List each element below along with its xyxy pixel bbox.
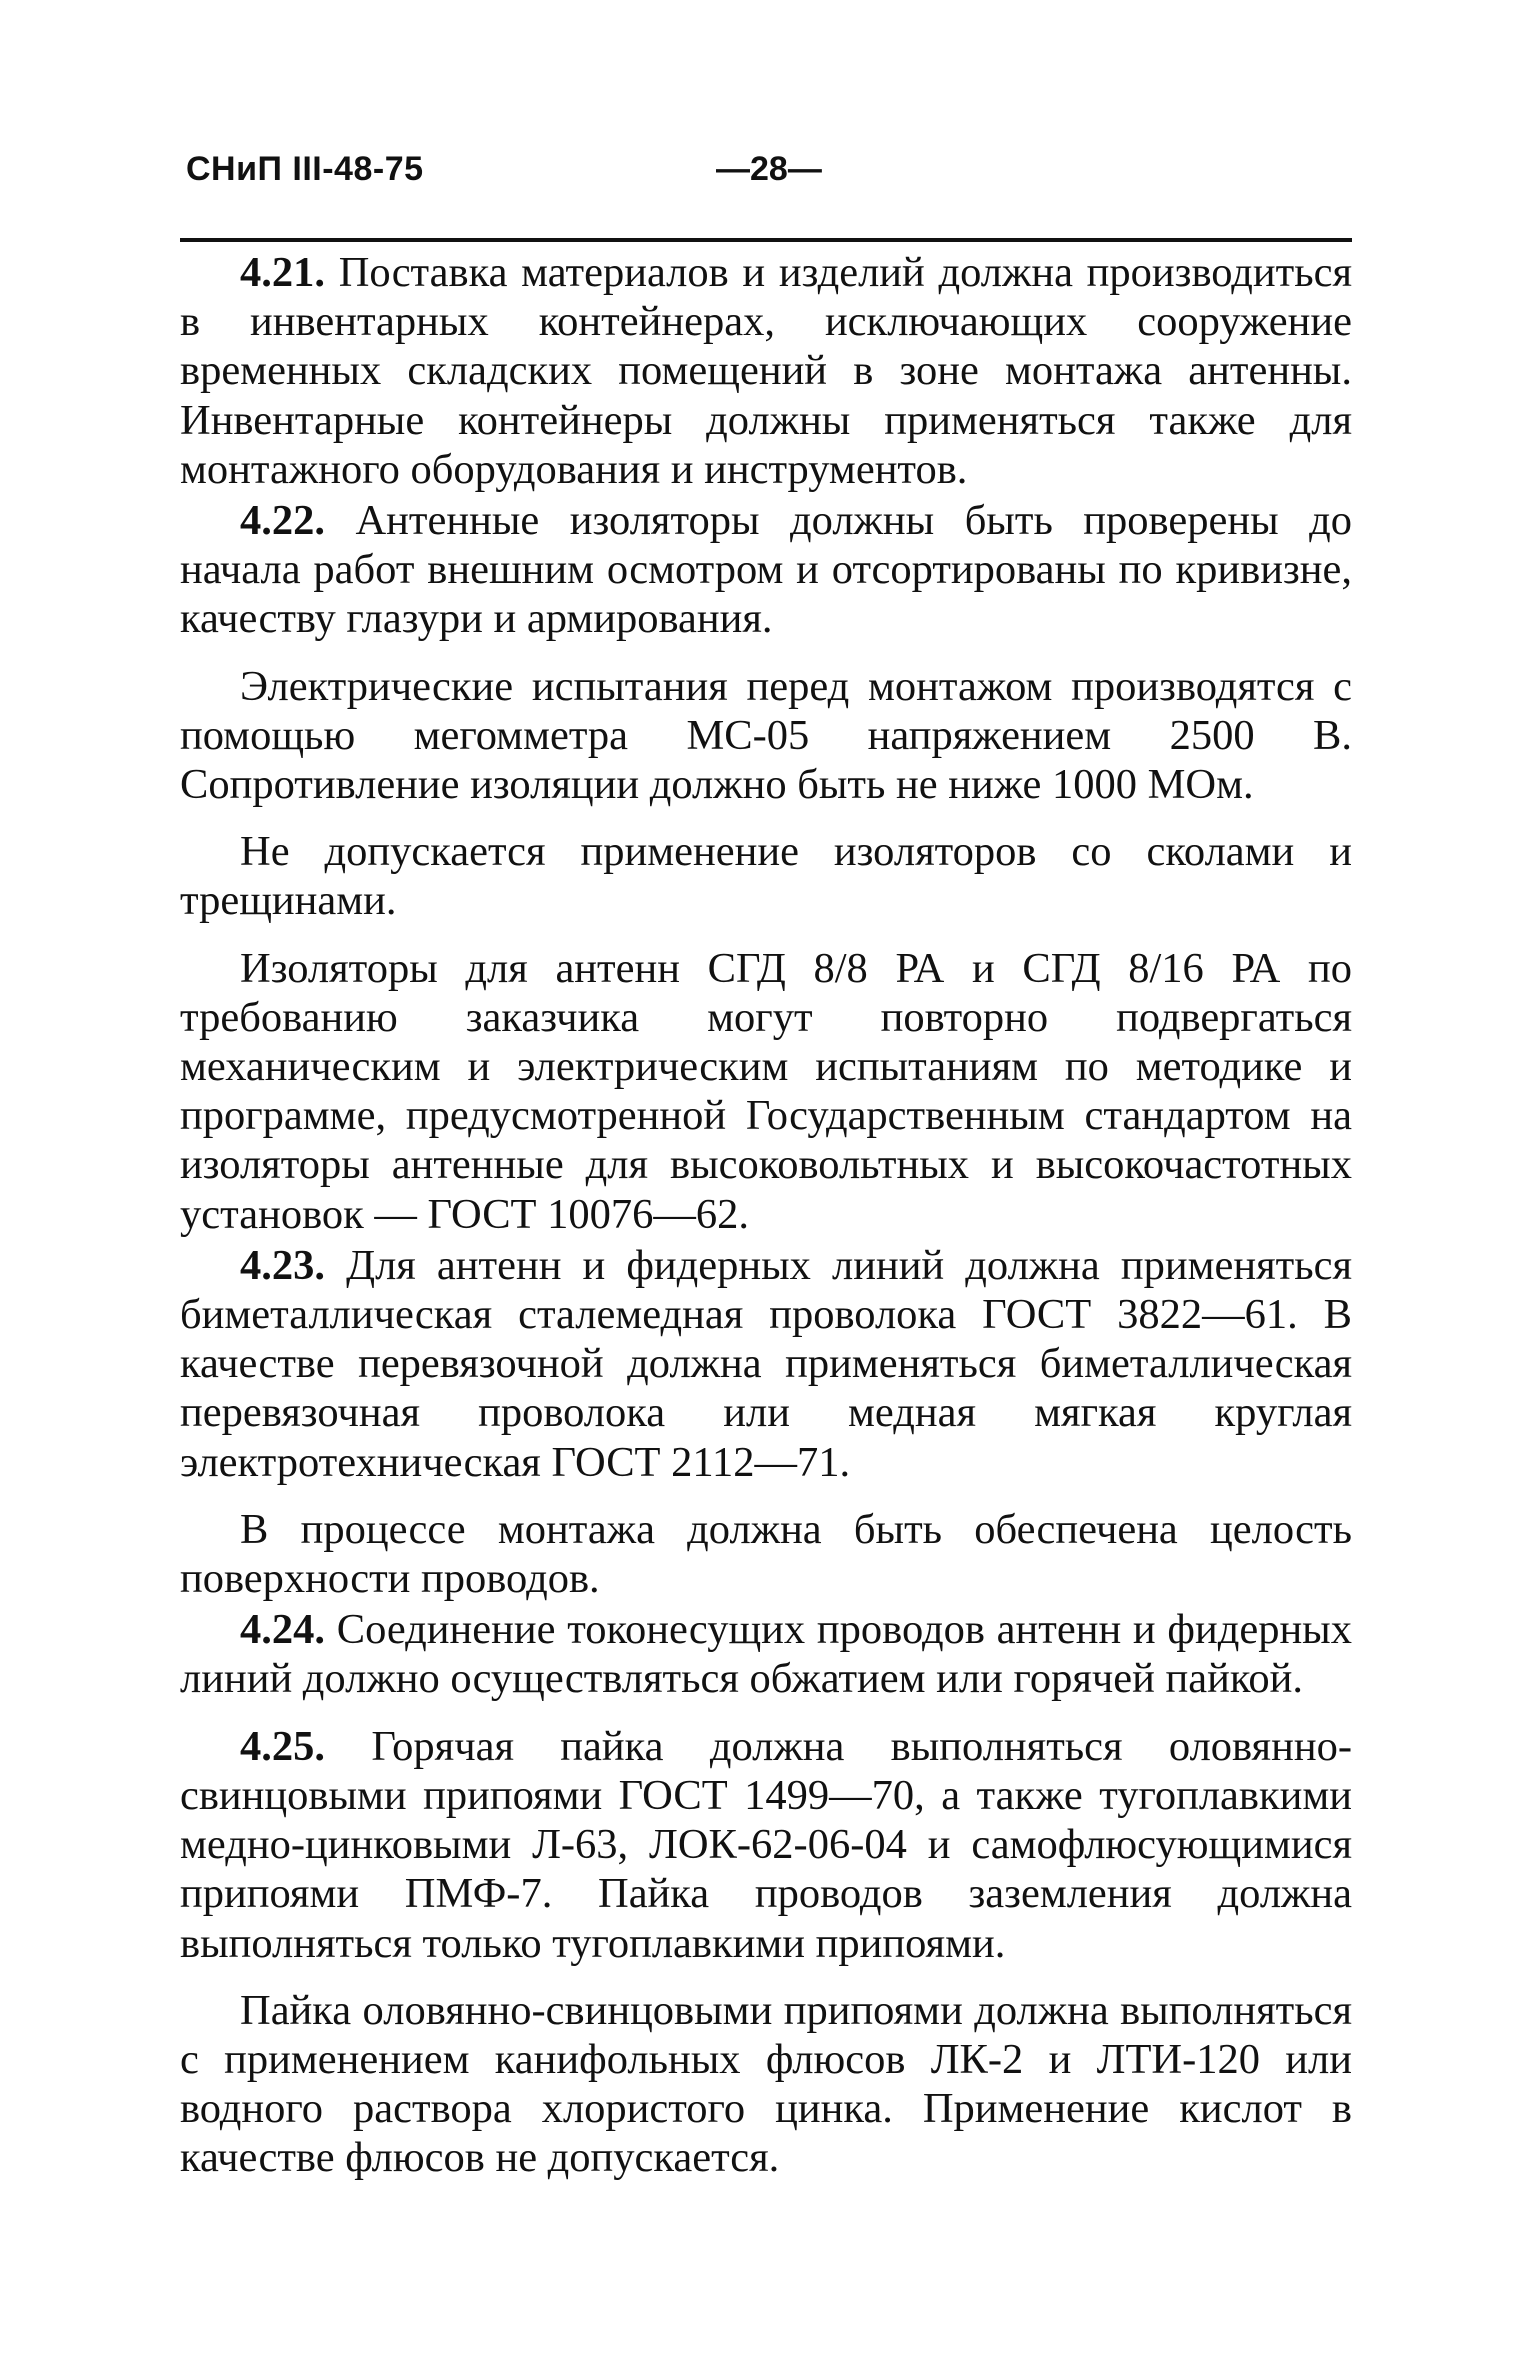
clause-4-22 xyxy=(180,496,1352,644)
clause-number: 4.24. xyxy=(240,1606,325,1654)
paragraph-text: Изоляторы для антенн СГД 8/8 РА и СГД 8/16 РА по требованию заказчика могут повторно подвергаться механическим и электрическим испытаниям по методике и программе, предусмотренной Государственным стандартом на изоляторы антенные для высоковольтных и высокочастотных установок — ГОСТ 10076—62. xyxy=(180,944,1352,1238)
document-body xyxy=(180,248,1352,2183)
clause-text: Для антенн и фидерных линий должна применяться биметаллическая сталемедная проволока ГОСТ 3822—61. В качестве перевязочной должна применяться биметаллическая перевязочная проволока или медная мягкая круглая электротехническая ГОСТ 2112—71. xyxy=(180,1241,1352,1486)
clause-text: Поставка материалов и изделий должна производиться в инвентарных контейнерах, исключающих сооружение временных складских помещений в зоне монтажа антенны. Инвентарные контейнеры должны применяться также для монтажного оборудования и инструментов. xyxy=(180,249,1352,493)
paragraph-soldering-flux xyxy=(180,1986,1352,2183)
clause-number: 4.22. xyxy=(240,497,325,545)
clause-number: 4.21. xyxy=(240,249,325,296)
page-number: —28— xyxy=(716,150,822,188)
paragraph-text: Не допускается применение изоляторов со сколами и трещинами. xyxy=(180,828,1352,925)
clause-4-23 xyxy=(180,1241,1352,1487)
paragraph-text: Пайка оловянно-свинцовыми припоями должна выполняться с применением канифольных флюсов ЛК-2 и ЛТИ-120 или водного раствора хлористого цинка. Применение кислот в качестве флюсов не допускается. xyxy=(180,1986,1352,2182)
clause-4-24 xyxy=(180,1605,1352,1703)
paragraph-text: В процессе монтажа должна быть обеспечена целость поверхности проводов. xyxy=(180,1505,1352,1603)
clause-4-25 xyxy=(180,1722,1352,1968)
paragraph-wire-integrity xyxy=(180,1505,1352,1603)
page-header xyxy=(186,150,1358,204)
header-rule xyxy=(180,238,1352,242)
clause-4-21 xyxy=(180,248,1352,494)
paragraph-electrical-tests xyxy=(180,662,1352,810)
paragraph-text: Электрические испытания перед монтажом производятся с помощью мегомметра МС-05 напряжением 2500 В. Сопротивление изоляции должно быть не ниже 1000 МОм. xyxy=(180,662,1352,809)
clause-number: 4.25. xyxy=(240,1722,325,1770)
clause-number: 4.23. xyxy=(240,1241,325,1289)
paragraph-repeat-tests xyxy=(180,944,1352,1239)
clause-text: Горячая пайка должна выполняться оловянно-свинцовыми припоями ГОСТ 1499—70, а также тугоплавкими медно-цинковыми Л-63, ЛОК-62-06-04 и самофлюсующимися припоями ПМФ-7. Пайка проводов заземления должна выполняться только тугоплавкими припоями. xyxy=(180,1722,1352,1967)
clause-text: Соединение токонесущих проводов антенн и фидерных линий должно осуществляться обжатием или горячей пайкой. xyxy=(180,1606,1352,1703)
paragraph-defects xyxy=(180,827,1352,925)
clause-text: Антенные изоляторы должны быть проверены до начала работ внешним осмотром и отсортированы по кривизне, качеству глазури и армирования. xyxy=(180,497,1352,643)
document-code: СНиП III-48-75 xyxy=(186,150,424,188)
